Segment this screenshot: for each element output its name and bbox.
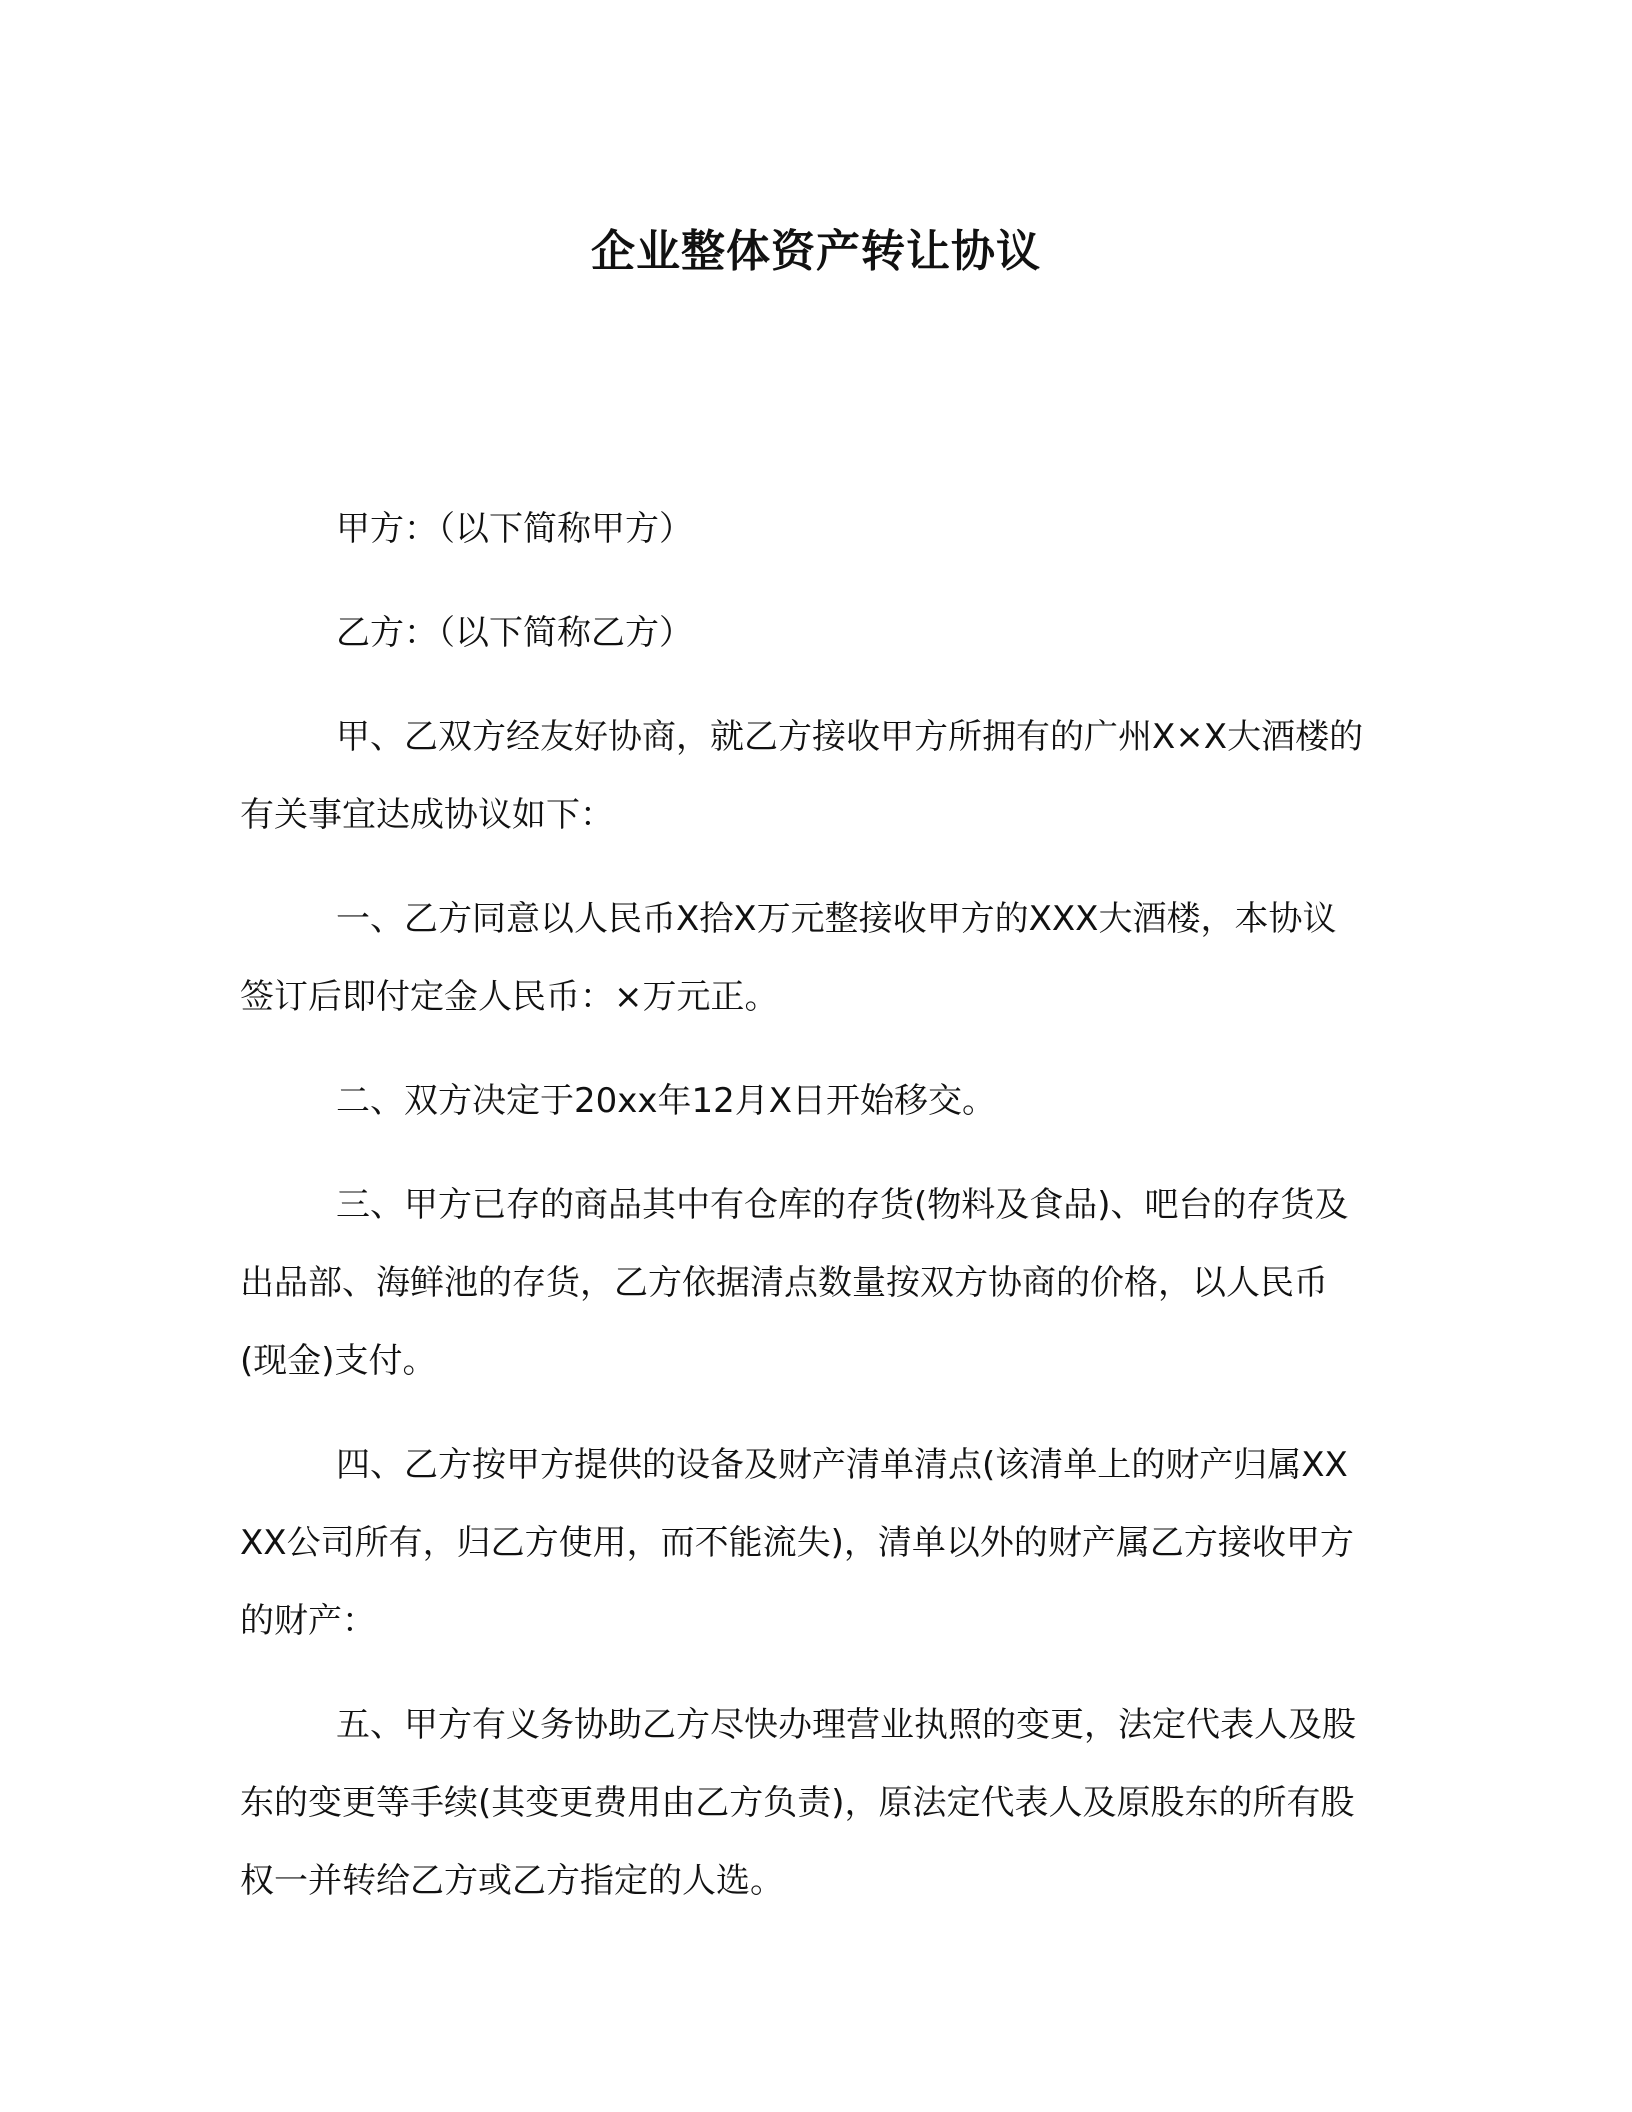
clause-5-paragraph: 五、甲方有义务协助乙方尽快办理营业执照的变更，法定代表人及股东的变更等手续(其变更费用由乙方负责)，原法定代表人及原股东的所有股权一并转给乙方或乙方指定的人选。 (240, 1705, 1356, 1901)
document-body (240, 490, 1370, 1946)
document-title: 企业整体资产转让协议 (591, 226, 1041, 277)
party-b-line: 乙方：（以下简称乙方） (336, 613, 693, 653)
party-a-line: 甲方：（以下简称甲方） (336, 509, 693, 549)
preamble-paragraph: 甲、乙双方经友好协商，就乙方接收甲方所拥有的广州X×X大酒楼的有关事宜达成协议如下： (240, 717, 1364, 835)
clause-4-paragraph: 四、乙方按甲方提供的设备及财产清单清点(该清单上的财产归属XXXX公司所有，归乙方使用，而不能流失)，清单以外的财产属乙方接收甲方的财产： (240, 1445, 1354, 1641)
clause-3-paragraph: 三、甲方已存的商品其中有仓库的存货(物料及食品)、吧台的存货及出品部、海鲜池的存货，乙方依据清点数量按双方协商的价格，以人民币(现金)支付。 (240, 1185, 1349, 1381)
clause-2-paragraph: 二、双方决定于20xx年12月X日开始移交。 (336, 1081, 997, 1121)
clause-1-paragraph: 一、乙方同意以人民币X拾X万元整接收甲方的XXX大酒楼，本协议签订后即付定金人民币：×万元正。 (240, 899, 1337, 1017)
